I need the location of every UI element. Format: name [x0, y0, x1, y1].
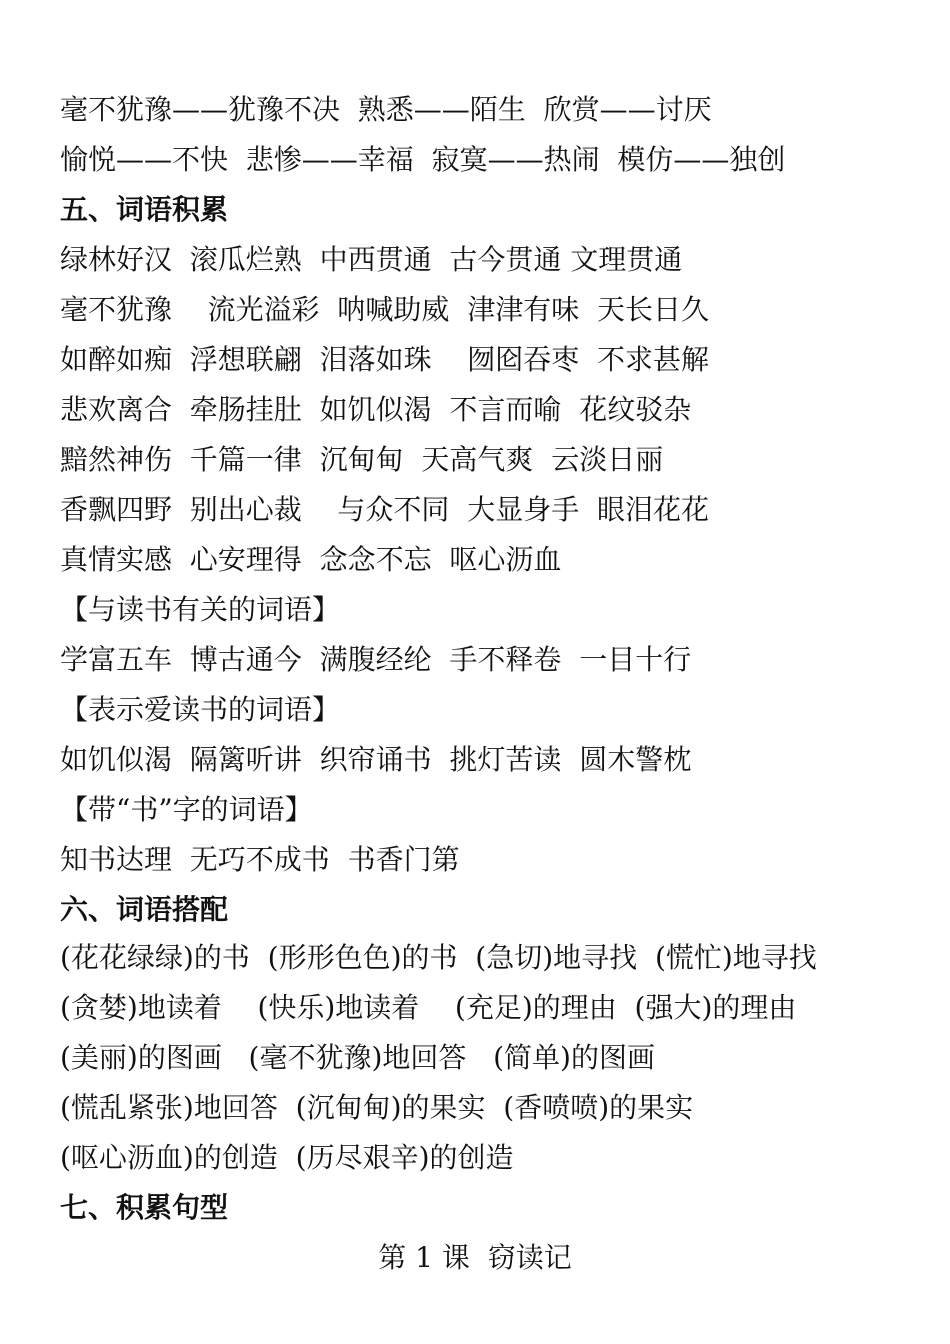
collocation-line-1: (花花绿绿)的书 (形形色色)的书 (急切)地寻找 (慌忙)地寻找 [60, 941, 817, 974]
idiom-line-6: 香飘四野 别出心裁 与众不同 大显身手 眼泪花花 [60, 493, 710, 526]
antonym-pairs-line-2: 愉悦——不快 悲惨——幸福 寂寞——热闹 模仿——独创 [60, 143, 786, 176]
love-reading-words-line: 如饥似渴 隔篱听讲 织帘诵书 挑灯苦读 圆木警枕 [60, 743, 692, 776]
idiom-line-2: 毫不犹豫 流光溢彩 呐喊助威 津津有味 天长日久 [60, 293, 710, 326]
antonym-pairs-line-1: 毫不犹豫——犹豫不决 熟悉——陌生 欣赏——讨厌 [60, 93, 712, 126]
collocation-line-4: (慌乱紧张)地回答 (沉甸甸)的果实 (香喷喷)的果实 [60, 1091, 694, 1124]
collocation-line-3: (美丽)的图画 (毫不犹豫)地回答 (简单)的图画 [60, 1041, 655, 1074]
idiom-line-1: 绿林好汉 滚瓜烂熟 中西贯通 古今贯通 文理贯通 [60, 243, 683, 276]
idiom-line-3: 如醉如痴 浮想联翩 泪落如珠 囫囵吞枣 不求甚解 [60, 343, 710, 376]
subheading-love-reading-words: 【表示爱读书的词语】 [60, 693, 341, 726]
page-footer: 第 1 课 窃读记 [378, 1241, 572, 1274]
section-heading-word-collocation: 六、词语搭配 [60, 893, 229, 926]
subheading-book-character-words: 【带“书”字的词语】 [60, 793, 313, 826]
book-character-words-line: 知书达理 无巧不成书 书香门第 [60, 843, 460, 876]
section-heading-sentence-patterns: 七、积累句型 [60, 1191, 229, 1224]
section-heading-word-accumulation: 五、词语积累 [60, 193, 229, 226]
idiom-line-4: 悲欢离合 牵肠挂肚 如饥似渴 不言而喻 花纹驳杂 [60, 393, 692, 426]
collocation-line-5: (呕心沥血)的创造 (历尽艰辛)的创造 [60, 1141, 514, 1174]
subheading-reading-words: 【与读书有关的词语】 [60, 593, 341, 626]
reading-words-line: 学富五车 博古通今 满腹经纶 手不释卷 一目十行 [60, 643, 692, 676]
idiom-line-7: 真情实感 心安理得 念念不忘 呕心沥血 [60, 543, 562, 576]
idiom-line-5: 黯然神伤 千篇一律 沉甸甸 天高气爽 云淡日丽 [60, 443, 664, 476]
collocation-line-2: (贪婪)地读着 (快乐)地读着 (充足)的理由 (强大)的理由 [60, 991, 797, 1024]
